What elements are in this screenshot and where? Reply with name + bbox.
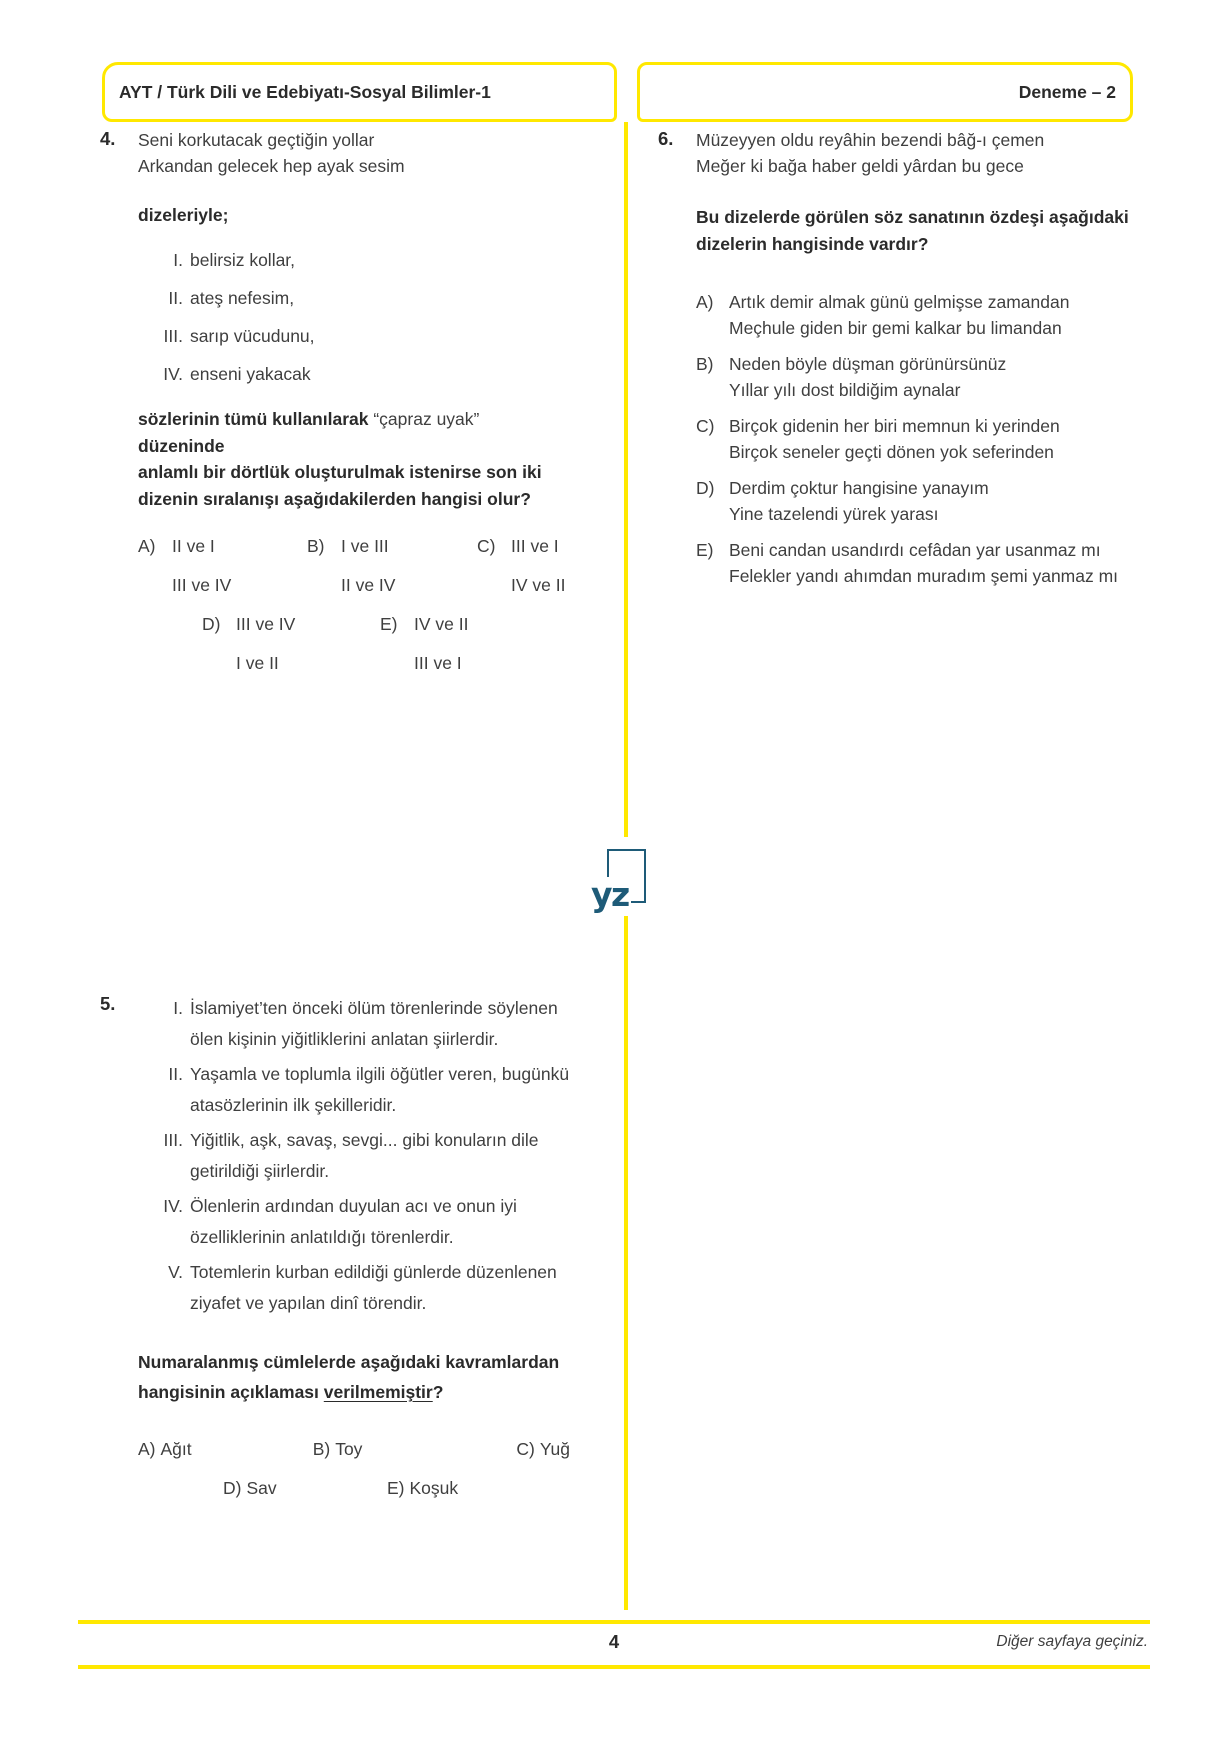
item-numeral: II.	[168, 1064, 183, 1084]
q4-prompt: sözlerinin tümü kullanılarak “çapraz uyak” düzeninde anlamlı bir dörtlük oluşturulmak istenirse son iki dizenin sıralanışı aşağıdakilerden hangisi olur?	[138, 409, 542, 509]
item-text: Yaşamla ve toplumla ilgili öğütler veren, bugünkü atasözlerinin ilk şekilleridir.	[190, 1064, 570, 1115]
option-c: C) Yuğ	[516, 1439, 570, 1459]
list-item	[138, 286, 566, 310]
q5-item-list	[138, 993, 570, 1319]
publisher-logo	[591, 849, 646, 914]
option-letter: B)	[696, 354, 714, 374]
list-item	[138, 1059, 570, 1121]
publisher-logo-text: yz	[591, 875, 629, 914]
q6-prompt: Bu dizelerde görülen söz sanatının özdeşi aşağıdaki dizelerin hangisinde vardır?	[696, 207, 1129, 254]
question-4-number: 4.	[100, 128, 116, 149]
footer-rule-top	[78, 1620, 1150, 1624]
option-letter: B)	[312, 1439, 331, 1459]
list-item	[138, 1191, 570, 1253]
item-numeral: IV.	[163, 364, 183, 384]
option-letter: A)	[696, 292, 714, 312]
item-text: enseni yakacak	[190, 364, 311, 384]
q4-stanza-line: Arkandan gelecek hep ayak sesim	[138, 155, 405, 176]
column-divider-bottom	[624, 916, 628, 1610]
question-6	[658, 128, 1136, 600]
option-letter: C)	[477, 536, 496, 556]
option-d: D) Sav	[223, 1478, 277, 1498]
option-letter: C)	[516, 1439, 535, 1459]
item-numeral: I.	[173, 998, 183, 1018]
item-numeral: V.	[168, 1262, 183, 1282]
q4-item-list	[138, 248, 566, 386]
question-5-number: 5.	[100, 993, 116, 1014]
option-c: C) Birçok gidenin her biri memnun ki yerinden Birçok seneler geçti dönen yok seferinden	[696, 416, 1060, 462]
list-item	[138, 248, 566, 272]
item-text: belirsiz kollar,	[190, 250, 296, 270]
option-a: A) II ve I III ve IV	[138, 536, 232, 595]
item-numeral: III.	[163, 326, 183, 346]
option-e: E) IV ve II III ve I	[380, 614, 469, 673]
question-4	[100, 128, 566, 675]
option-letter: D)	[223, 1478, 242, 1498]
option-letter: C)	[696, 416, 715, 436]
list-item	[138, 1257, 570, 1319]
q4-options-row-2	[202, 612, 566, 675]
option-letter: B)	[307, 536, 325, 556]
q5-underlined-word: verilmemiştir	[323, 1382, 433, 1402]
list-item	[138, 324, 566, 348]
q5-options-row-1	[138, 1437, 570, 1461]
option-letter: A)	[138, 536, 156, 556]
list-item	[138, 1125, 570, 1187]
item-numeral: III.	[163, 1130, 183, 1150]
header-course-title: AYT / Türk Dili ve Edebiyatı-Sosyal Bilimler-1	[119, 81, 491, 102]
option-d: D) III ve IV I ve II	[202, 614, 296, 673]
option-letter: E)	[696, 540, 714, 560]
header-course-title-box	[102, 62, 617, 122]
header-exam-label: Deneme – 2	[1018, 81, 1116, 102]
q6-options	[696, 290, 1136, 589]
item-text: İslamiyet’ten önceki ölüm törenlerinde söylenen ölen kişinin yiğitliklerini anlatan şiirlerdir.	[190, 998, 558, 1049]
q4-options-row-1	[138, 534, 566, 597]
q4-prompt-quoted: “çapraz uyak”	[373, 409, 480, 429]
q4-lead: dizeleriyle;	[138, 205, 229, 225]
option-b: B) Neden böyle düşman görünürsünüz Yıllar yılı dost bildiğim aynalar	[696, 354, 1007, 400]
header-exam-label-box	[637, 62, 1133, 122]
item-numeral: I.	[173, 250, 183, 270]
option-letter: E)	[387, 1478, 405, 1498]
item-text: Ölenlerin ardından duyulan acı ve onun iyi özelliklerinin anlatıldığı törenlerdir.	[190, 1196, 517, 1247]
q5-options-row-2	[223, 1476, 570, 1500]
option-e: E) Koşuk	[387, 1478, 459, 1498]
footer-rule-bottom	[78, 1665, 1150, 1669]
page-number: 4	[608, 1631, 620, 1652]
question-5	[100, 993, 570, 1500]
next-page-note: Diğer sayfaya geçiniz.	[996, 1633, 1148, 1650]
item-text: Yiğitlik, aşk, savaş, sevgi... gibi konuların dile getirildiği şiirlerdir.	[190, 1130, 539, 1181]
option-letter: D)	[696, 478, 715, 498]
footer	[78, 1631, 1150, 1661]
option-a: A) Ağıt	[138, 1439, 192, 1459]
item-text: sarıp vücudunu,	[190, 326, 315, 346]
option-a: A) Artık demir almak günü gelmişse zamandan Meçhule giden bir gemi kalkar bu limandan	[696, 292, 1070, 338]
item-text: ateş nefesim,	[190, 288, 295, 308]
option-letter: D)	[202, 614, 221, 634]
item-numeral: II.	[168, 288, 183, 308]
q4-stanza-line: Seni korkutacak geçtiğin yollar	[138, 130, 375, 150]
option-b: B) I ve III II ve IV	[307, 536, 396, 595]
question-6-number: 6.	[658, 128, 674, 149]
q6-stanza-line: Müzeyyen oldu reyâhin bezendi bâğ-ı çemen	[696, 130, 1045, 150]
list-item	[138, 993, 570, 1055]
item-numeral: IV.	[163, 1196, 183, 1216]
list-item	[138, 362, 566, 386]
q5-prompt: Numaralanmış cümlelerde aşağıdaki kavramlardan hangisinin açıklaması verilmemiştir?	[138, 1352, 560, 1402]
option-b: B) Toy	[312, 1439, 363, 1459]
option-e: E) Beni candan usandırdı cefâdan yar usanmaz mı Felekler yandı ahımdan muradım şemi yanmaz mı	[696, 540, 1119, 586]
column-divider-top	[624, 122, 628, 837]
item-text: Totemlerin kurban edildiği günlerde düzenlenen ziyafet ve yapılan dinî törendir.	[190, 1262, 557, 1313]
option-letter: A)	[138, 1439, 156, 1459]
option-letter: E)	[380, 614, 398, 634]
q6-stanza-line: Meğer ki bağa haber geldi yârdan bu gece	[696, 155, 1024, 176]
option-d: D) Derdim çoktur hangisine yanayım Yine tazelendi yürek yarası	[696, 478, 989, 524]
option-c: C) III ve I IV ve II	[477, 536, 566, 595]
